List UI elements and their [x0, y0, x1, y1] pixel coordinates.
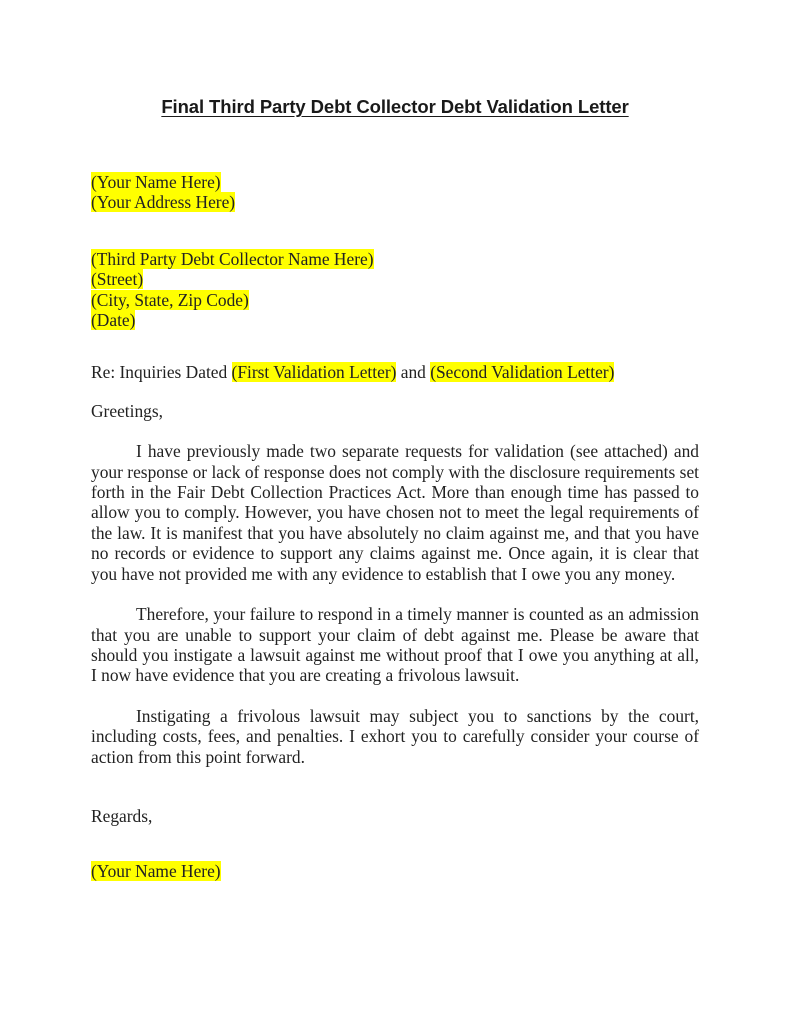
sender-name-placeholder: (Your Name Here): [91, 172, 221, 192]
date-placeholder: (Date): [91, 310, 136, 331]
document-body: [91, 0, 699, 882]
re-line: [91, 362, 699, 382]
sender-name-line: [91, 172, 699, 192]
signature-line: [91, 861, 699, 881]
city-state-zip-placeholder: (City, State, Zip Code): [91, 289, 249, 310]
street-placeholder: (Street): [91, 269, 144, 290]
sender-address-placeholder: (Your Address Here): [91, 192, 236, 213]
closing-line: Regards,: [91, 805, 153, 826]
re-line-prefix: Re: Inquiries Dated: [91, 362, 232, 383]
paragraph-2: Therefore, your failure to respond in a timely manner is counted as an admission that you are unable to support your claim of debt against me. Please be aware that should you instigate a lawsuit against me without proof that I owe you anything at all, I now have evidence that you are creating a frivolous lawsuit.: [91, 604, 699, 686]
recipient-street-line: [91, 269, 699, 289]
sender-address-line: [91, 192, 699, 212]
greeting-line: Greetings,: [91, 400, 163, 421]
letter-body: [91, 441, 699, 767]
sender-address-block: [91, 172, 699, 213]
recipient-name-line: [91, 249, 699, 269]
recipient-address-block: [91, 249, 699, 331]
re-line-conjunction: and: [396, 362, 431, 383]
paragraph-3: Instigating a frivolous lawsuit may subject you to sanctions by the court, including costs, fees, and penalties. I exhort you to carefully consider your course of action from this point forward.: [91, 705, 699, 767]
collector-name-placeholder: (Third Party Debt Collector Name Here): [91, 248, 374, 269]
paragraph-1: I have previously made two separate requests for validation (see attached) and your response or lack of response does not comply with the disclosure requirements set forth in the Fair Debt Collection Practices Act. More than enough time has passed to allow you to comply. However, you have chosen not to meet the legal requirements of the law. It is manifest that you have absolutely no claim against me, and that you have no records or evidence to support any claims against me. Once again, it is clear that you have not provided me with any evidence to establish that I owe you any money.: [91, 441, 699, 584]
page-title: Final Third Party Debt Collector Debt Validation Letter: [161, 96, 629, 117]
recipient-city-line: [91, 290, 699, 310]
second-validation-letter-placeholder: (Second Validation Letter): [430, 362, 615, 383]
recipient-date-line: [91, 310, 699, 330]
signature-name-placeholder: (Your Name Here): [91, 861, 221, 882]
first-validation-letter-placeholder: (First Validation Letter): [231, 362, 397, 383]
